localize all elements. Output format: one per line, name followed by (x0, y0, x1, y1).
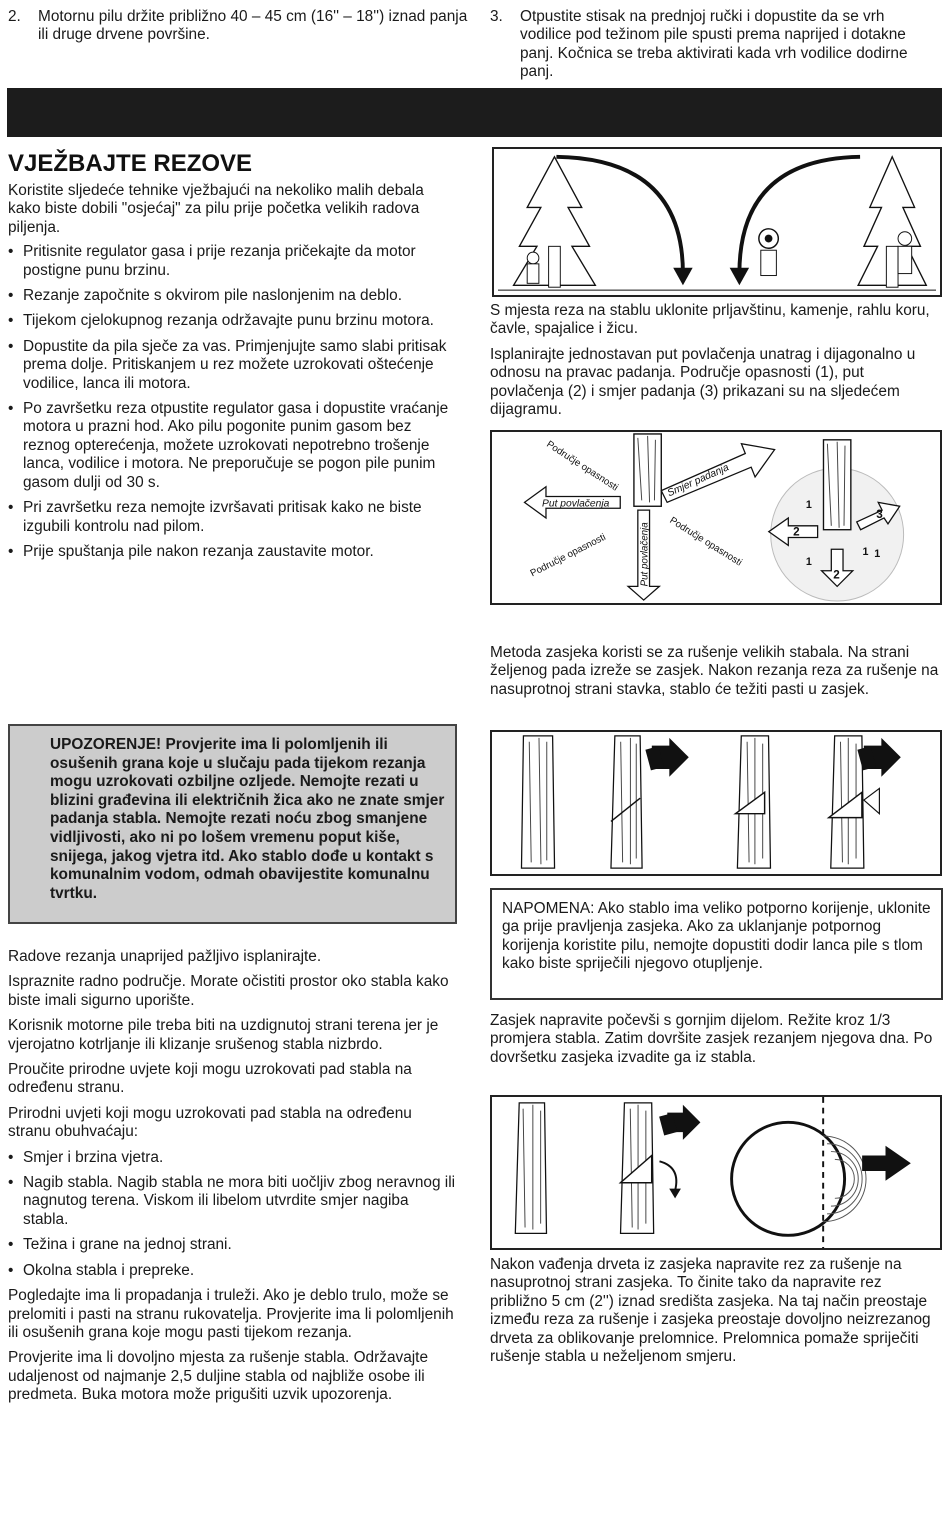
felling-cut-block (490, 1256, 940, 1366)
danger-number: 1 (805, 555, 812, 568)
notch-instructions-block (490, 1012, 940, 1067)
danger-zone-label: Područje opasnosti (528, 531, 608, 580)
danger-zone-label: Područje opasnosti (544, 438, 620, 494)
notch-instructions-paragraph: Zasjek napravite počevši s gornjim dijelom. Režite kroz 1/3 promjera stabla. Zatim dovršite zasjek rezanjem njegova dna. Po dovršetku zasjeka izvadite ga iz stabla. (490, 1012, 933, 1066)
list-item: • Smjer i brzina vjetra. (8, 1149, 456, 1167)
retreat-number: 2 (793, 525, 800, 539)
notch-sequence-figure (490, 730, 942, 876)
clear-area-paragraph: Ispraznite radno područje. Morate očistiti prostor oko stabla kako biste imali sigurno uporište. (8, 973, 449, 1009)
warning-box (8, 724, 457, 924)
decay-paragraph: Pogledajte ima li propadanja i truleži. Ako je deblo trulo, može se prelomiti i pasti na stranu rukovatelja. Provjerite ima li polomljenih ili osušenih grana koje mogu pasti tijekom rezanja. (8, 1287, 454, 1341)
list-item: • Rezanje započnite s okvirom pile naslonjenim na deblo. (8, 287, 456, 305)
section-header-band (7, 88, 942, 137)
list-item: • Prije spuštanja pile nakon rezanja zaustavite motor. (8, 543, 456, 561)
section-heading: VJEŽBAJTE REZOVE (8, 150, 253, 177)
list-item: • Pri završetku reza nemojte izvršavati pritisak kako ne biste izgubili kontrolu nad pilom. (8, 499, 456, 536)
plan-paragraph: Radove rezanja unaprijed pažljivo isplanirajte. (8, 948, 322, 965)
danger-zone-figure (490, 430, 942, 605)
danger-zone-label: Područje opasnosti (667, 515, 744, 569)
space-paragraph: Provjerite ima li dovoljno mjesta za rušenje stabla. Održavajte udaljenost od najmanje 2,5 duljine stabla od najbliže osobe ili predmeta. Buka motora može prigušiti uzvik upozorenja. (8, 1349, 429, 1404)
step-2-number: 2. (8, 8, 21, 25)
retreat-number: 2 (833, 568, 840, 582)
list-item: • Po završetku reza otpustite regulator gasa i dopustite vraćanje motora u prazni hod. Ako pilu pogonite punim gasom bez reznog opterećenja, možete uzrokovati nepotrebno trošenje lanca, vodilice i motora. Ne preporučuje se pogon pile punim gasom dulji od 30 s. (8, 400, 456, 492)
step-2-text: Motornu pilu držite približno 40 – 45 cm (16'' – 18'') iznad panja ili druge drvene površine. (38, 8, 468, 44)
retreat-path-label: Put povlačenja (542, 498, 610, 510)
planning-section (8, 948, 456, 1405)
notch-method-paragraph: Metoda zasjeka koristi se za rušenje velikih stabala. Na strani željenog pada izreže se zasjek. Nakon rezanja reza za rušenje na nasuprotnoj strani stavka, stablo će težiti pasti u zasjek. (490, 644, 939, 698)
conditions-list (8, 1149, 456, 1280)
note-box (490, 888, 943, 1000)
retreat-path-vertical-label: Put povlačenja (639, 522, 651, 587)
felling-cut-paragraph: Nakon vađenja drveta iz zasjeka napravite rez za rušenje na nasuprotnoj strani zasjeka. To činite tako da napravite rez približno 5 cm (2'') iznad središta zasjeka. Na taj način preostaje između reza za rušenje i zasjeka preostaje dovoljno neizrezanog drveta za oblikovanje prelomnice. Prelomnica pomaže spriječiti rušenje stabla u neželjenom smjeru. (490, 1256, 931, 1366)
list-item: • Dopustite da pila sječe za vas. Primjenjujte samo slabi pritisak prema dolje. Pritiskanjem u rez možete uzrokovati oštećenje vodilice, lanca ili motora. (8, 338, 456, 393)
danger-number: 1 (805, 499, 812, 512)
step-3 (490, 8, 940, 82)
conditions-paragraph: Proučite prirodne uvjete koji mogu uzrokovati pad stabla na određenu stranu. (8, 1061, 412, 1097)
danger-number: 1 (874, 548, 881, 561)
clean-site-block (490, 302, 940, 419)
fall-number: 3 (876, 507, 883, 521)
note-text: NAPOMENA: Ako stablo ima veliko potporno korijenje, uklonite ga prije pravljenja zasjeka. Ako za uklanjanje potpornog korijenja koristite pilu, nemojte dopustiti dodir lanca pile s tlom kako biste spriječili njegovo otupljenje. (502, 900, 931, 973)
felling-cut-figure (490, 1095, 942, 1250)
list-item: • Težina i grane na jednoj strani. (8, 1236, 456, 1254)
retreat-path-paragraph: Isplanirajte jednostavan put povlačenja unatrag i dijagonalno u odnosu na pravac padanja. Područje opasnosti (1), put povlačenja (2) i smjer padanja (3) prikazani su na sljedećem dijagramu. (490, 345, 916, 419)
fall-direction-label: Smjer padanja (665, 462, 731, 500)
clean-site-paragraph: S mjesta reza na stablu uklonite prljavštinu, kamenje, rahlu koru, čavle, spajalice i žicu. (490, 302, 930, 338)
felling-cut-illustration (492, 1097, 940, 1248)
uphill-paragraph: Korisnik motorne pile treba biti na uzdignutoj strani terena jer je vjerojatno kotrljanje ili klizanje srušenog stabla nizbrdo. (8, 1017, 439, 1053)
practice-bullet-list (8, 243, 456, 561)
list-item: • Pritisnite regulator gasa i prije rezanja pričekajte da motor postigne punu brzinu. (8, 243, 456, 280)
list-item: • Tijekom cjelokupnog rezanja održavajte punu brzinu motora. (8, 312, 456, 330)
danger-number: 1 (862, 546, 869, 559)
list-item: • Okolna stabla i prepreke. (8, 1262, 456, 1280)
felling-distance-illustration (494, 149, 940, 295)
warning-text: UPOZORENJE! Provjerite ima li polomljenih ili osušenih grana koje u slučaju pada tijekom rezanja mogu uzrokovati ozbiljne ozljede. Nemojte rezati u blizini građevina ili električnih žica ako ne znate smjer padanja stabla. Nemojte rezati noću zbog smanjene vidljivosti, ako ni po lošem vremenu poput kiše, snijega, jakog vjetra itd. Ako stablo dođe u kontakt s komunalnim vodom, odmah obavijestite komunalnu tvrtku. (50, 736, 445, 902)
intro-paragraph: Koristite sljedeće tehnike vježbajući na nekoliko malih debala kako biste dobili "osjećaj" za pilu prije početka velikih radova piljenja. (8, 182, 424, 236)
notch-sequence-illustration (492, 732, 940, 874)
step-3-text: Otpustite stisak na prednjoj ručki i dopustite da se vrh vodilice pod težinom pile spusti prema naprijed i dotakne panj. Kočnica se treba aktivirati kada vrh vodilice dodirne panj. (520, 8, 908, 81)
step-3-number: 3. (490, 8, 503, 25)
practice-cuts-section (8, 150, 456, 561)
conditions-intro: Prirodni uvjeti koji mogu uzrokovati pad stabla na određenu stranu obuhvaćaju: (8, 1104, 412, 1141)
notch-method-block (490, 644, 940, 699)
list-item: • Nagib stabla. Nagib stabla ne mora biti uočljiv zbog neravnog ili nagnutog terena. Viskom ili libelom utvrdite smjer nagiba stabla. (8, 1174, 456, 1229)
step-2 (8, 8, 468, 45)
danger-zone-diagram (492, 432, 940, 603)
felling-distance-figure (492, 147, 942, 297)
